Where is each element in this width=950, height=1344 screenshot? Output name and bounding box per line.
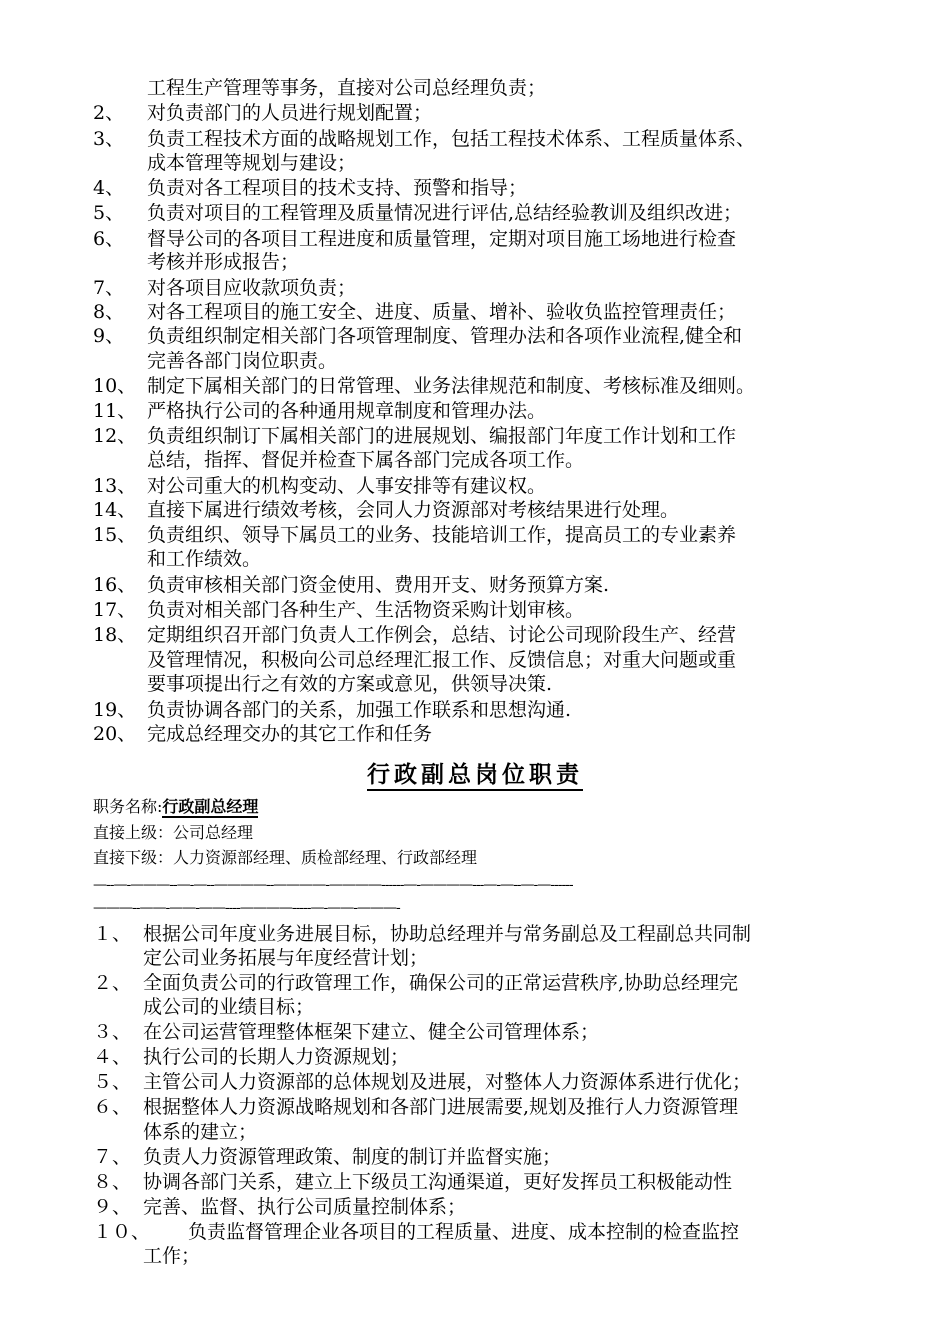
list-item-text: 定期组织召开部门负责人工作例会，总结、讨论公司现阶段生产、经营 [147,624,737,646]
list-item-number: 7、 [93,277,125,299]
list-item-text: 对公司重大的机构变动、人事安排等有建议权。 [147,475,547,497]
section-title-text: 行政副总岗位职责 [367,761,583,791]
list-item-number: 6、 [93,228,125,250]
list-item-text: 根据整体人力资源战略规划和各部门进展需要,规划及推行人力资源管理 [143,1096,739,1118]
list-item-text: 成本管理等规划与建设； [147,152,357,174]
position-label: 职务名称: [93,797,163,816]
list-item-number: 16、 [93,574,137,596]
list-item-number: 15、 [93,524,137,546]
list-item-number: ７、 [93,1146,132,1168]
list-item-text: 对各工程项目的施工安全、进度、质量、增补、验收负监控管理责任； [147,301,737,323]
list-item-number: 5、 [93,202,125,224]
list-item-number: 11、 [93,400,137,422]
list-item-number: ２、 [93,972,132,994]
list-item-number: ４、 [93,1046,132,1068]
list-item-text: 考核并形成报告； [147,251,300,273]
dash-divider: ———--——-——-——----————-----—-——-———- [93,900,400,916]
list-item-text: 负责组织、领导下属员工的业务、技能培训工作，提高员工的专业素养 [147,524,737,546]
list-item-text: 负责协调各部门的关系，加强工作联系和思想沟通. [147,699,572,721]
list-item-text: 协调各部门关系，建立上下级员工沟通渠道，更好发挥员工积极能动性 [143,1171,733,1193]
list-item-number: 18、 [93,624,137,646]
list-item-text: 对负责部门的人员进行规划配置； [147,102,433,124]
list-item-text: 负责组织制定相关部门各项管理制度、管理办法和各项作业流程,健全和 [147,325,743,347]
list-item-number: １、 [93,923,132,945]
list-item-text: 负责对相关部门各种生产、生活物资采购计划审核。 [147,599,585,621]
list-item-text: 督导公司的各项目工程进度和质量管理，定期对项目施工场地进行检查 [147,228,737,250]
position-value: 行政副总经理 [162,797,259,816]
list-item-number: 9、 [93,325,125,347]
list-item-number: 8、 [93,301,125,323]
list-item-text: 制定下属相关部门的日常管理、业务法律规范和制度、考核标准及细则。 [147,375,756,397]
list-item-text: 负责监督管理企业各项目的工程质量、进度、成本控制的检查监控 [188,1221,740,1243]
list-item-text: 直接下属进行绩效考核，会同人力资源部对考核结果进行处理。 [147,499,680,521]
list-item-number: ６、 [93,1096,132,1118]
list-item-number: 19、 [93,699,137,721]
list-item-number: ３、 [93,1021,132,1043]
list-item-number: 14、 [93,499,137,521]
list-item-text: 负责审核相关部门资金使用、费用开支、财务预算方案. [147,574,610,596]
position-name-row [93,796,258,818]
list-item-text: 负责人力资源管理政策、制度的制订并监督实施； [143,1146,562,1168]
intro-line: 工程生产管理等事务，直接对公司总经理负责； [147,77,547,99]
list-item-text: 完善各部门岗位职责。 [147,350,338,372]
list-item-number: ５、 [93,1071,132,1093]
list-item-text: 全面负责公司的行政管理工作，确保公司的正常运营秩序,协助总经理完 [143,972,739,994]
list-item-text: 在公司运营管理整体框架下建立、健全公司管理体系； [143,1021,600,1043]
list-item-text: 定公司业务拓展与年度经营计划； [143,947,429,969]
list-item-text: 负责对项目的工程管理及质量情况进行评估,总结经验教训及组织改进； [147,202,743,224]
list-item-text: 工作； [143,1245,201,1267]
list-item-number: ９、 [93,1196,132,1218]
list-item-text: 成公司的业绩目标； [143,996,315,1018]
list-item-number: 10、 [93,375,137,397]
section-title [0,756,950,789]
list-item-text: 负责对各工程项目的技术支持、预警和指导； [147,177,528,199]
dash-divider: —--—-———--—-—--————--————-————------—-————---—-—--—-—------ [93,877,573,893]
list-item-text: 主管公司人力资源部的总体规划及进展，对整体人力资源体系进行优化； [143,1071,752,1093]
list-item-number: 20、 [93,723,137,745]
list-item-text: 严格执行公司的各种通用规章制度和管理办法。 [147,400,547,422]
list-item-text: 及管理情况，积极向公司总经理汇报工作、反馈信息；对重大问题或重 [147,649,737,671]
list-item-number: ８、 [93,1171,132,1193]
list-item-text: 和工作绩效。 [147,548,262,570]
list-item-number: 17、 [93,599,137,621]
list-item-text: 完善、监督、执行公司质量控制体系； [143,1196,467,1218]
list-item-text: 要事项提出行之有效的方案或意见，供领导决策. [147,673,553,695]
list-item-number: 13、 [93,475,137,497]
list-item-text: 根据公司年度业务进展目标，协助总经理并与常务副总及工程副总共同制 [143,923,752,945]
list-item-number: １０、 [93,1221,151,1243]
superior-line: 直接上级：公司总经理 [93,823,254,842]
list-item-number: 12、 [93,425,137,447]
list-item-number: 3、 [93,128,125,150]
list-item-text: 总结，指挥、督促并检查下属各部门完成各项工作。 [147,449,585,471]
list-item-text: 体系的建立； [143,1121,258,1143]
list-item-text: 完成总经理交办的其它工作和任务 [147,723,433,745]
list-item-number: 2、 [93,102,125,124]
list-item-text: 对各项目应收款项负责； [147,277,357,299]
list-item-number: 4、 [93,177,125,199]
list-item-text: 执行公司的长期人力资源规划； [143,1046,410,1068]
list-item-text: 负责工程技术方面的战略规划工作，包括工程技术体系、工程质量体系、 [147,128,756,150]
list-item-text: 负责组织制订下属相关部门的进展规划、编报部门年度工作计划和工作 [147,425,737,447]
subordinates-line: 直接下级：人力资源部经理、质检部经理、行政部经理 [93,848,478,867]
